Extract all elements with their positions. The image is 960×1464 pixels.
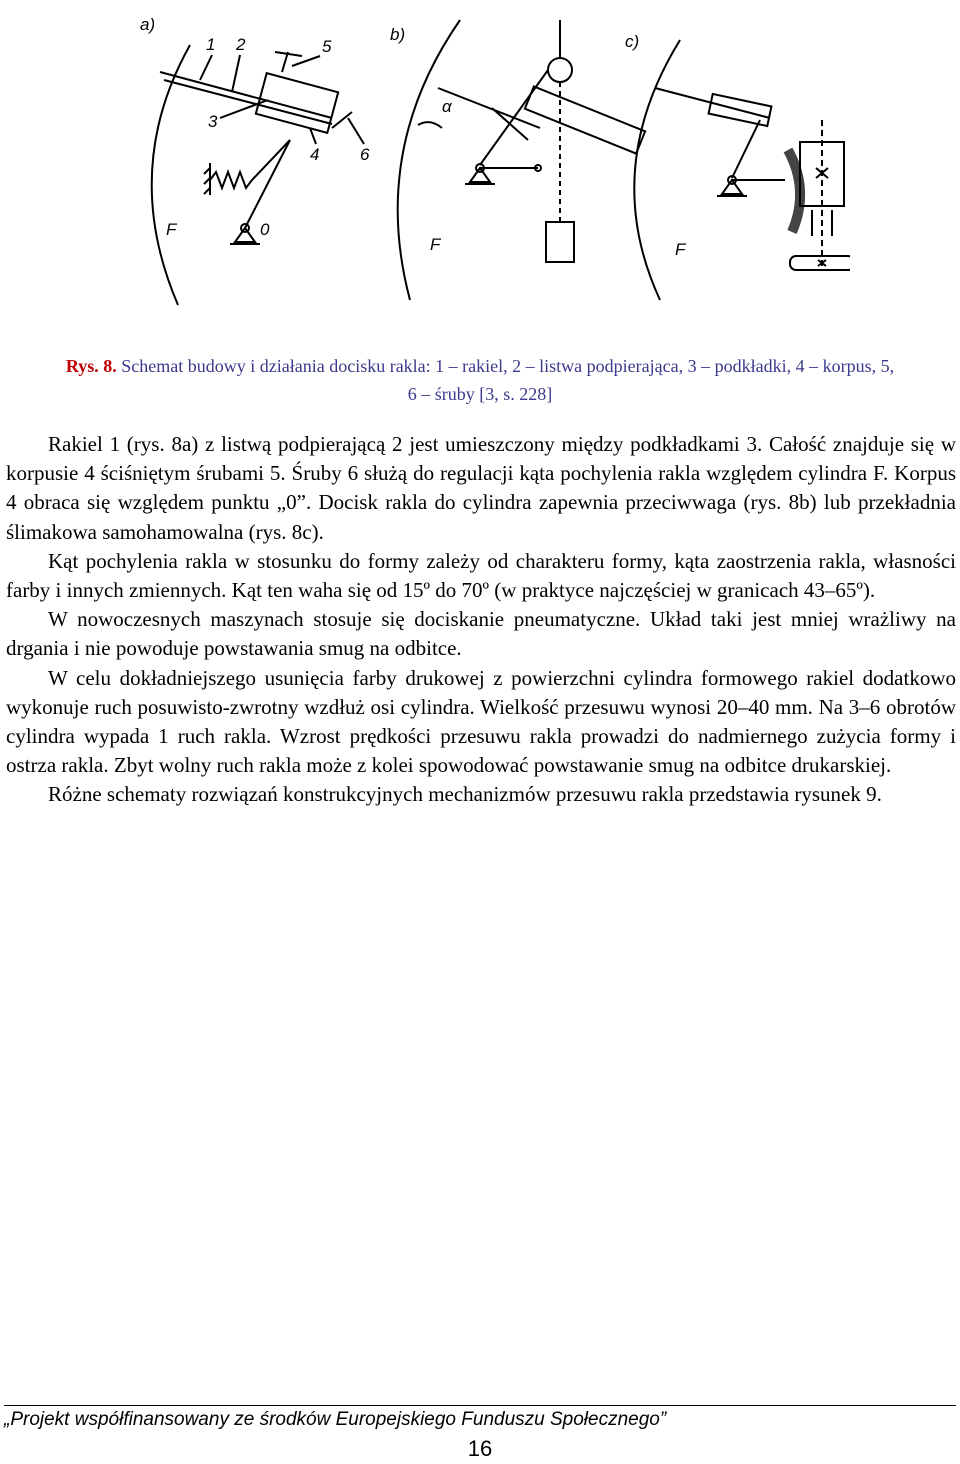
label-2: 2 <box>236 35 246 54</box>
counterweight <box>546 222 574 262</box>
support-bar-a <box>164 80 332 124</box>
body-text <box>6 430 956 810</box>
label-0: 0 <box>260 220 270 239</box>
label-F-c: F <box>675 240 686 259</box>
label-F-b: F <box>430 235 441 254</box>
lever-a <box>245 140 290 228</box>
caption-text: Schemat budowy i działania docisku rakla: 1 – rakiel, 2 – listwa podpierająca, 3 – podkładki, 4 – korpus, 5, 6 – śruby [3, s. 228] <box>121 356 895 404</box>
diagram-c <box>625 32 850 300</box>
blade-holder-b <box>525 86 645 153</box>
diagram-a <box>140 15 370 305</box>
diagram-b <box>390 20 645 300</box>
doctor-blade-a <box>160 72 332 118</box>
label-a: a) <box>140 15 156 34</box>
caption-lead: Rys. 8. <box>65 356 117 376</box>
footer-note: „Projekt współfinansowany ze środków Europejskiego Funduszu Społecznego” <box>4 1409 667 1430</box>
label-alpha: α <box>442 97 452 116</box>
housing-a <box>256 73 338 133</box>
label-6: 6 <box>360 145 370 164</box>
spring <box>210 172 252 188</box>
footer-divider <box>4 1405 956 1406</box>
label-3: 3 <box>208 112 218 131</box>
page-number: 16 <box>467 1436 493 1461</box>
label-c: c) <box>625 32 640 51</box>
paragraph: Kąt pochylenia rakla w stosunku do formy zależy od charakteru formy, kąta zaostrzenia rakla, własności farby i innych zmiennych. Kąt ten waha się od 15º do 70º (w praktyce najczęściej w granicach 43–65º). <box>6 548 956 603</box>
label-5: 5 <box>322 37 332 56</box>
cylinder-arc-a <box>152 45 190 305</box>
cylinder-arc-b <box>398 20 460 300</box>
cylinder-arc-c <box>634 40 680 300</box>
label-1: 1 <box>206 35 216 54</box>
worm-wheel <box>788 150 800 232</box>
label-b: b) <box>390 25 406 44</box>
figure-8-diagram <box>120 0 850 335</box>
handwheel <box>790 256 850 270</box>
pulley-b <box>548 58 572 82</box>
label-F-a: F <box>166 220 177 239</box>
paragraph: Rakiel 1 (rys. 8a) z listwą podpierającą 2 jest umieszczony między podkładkami 3. Całość znajduje się w korpusie 4 ściśniętym śrubami 5. Śruby 6 służą do regulacji kąta pochylenia rakla względem cylindra F. Korpus 4 obraca się względem punktu „0”. Docisk rakla do cylindra zapewnia przeciwwaga (rys. 8b) lub przekładnia ślimakowa samohamowalna (rys. 8c). <box>6 432 956 544</box>
paragraph: Różne schematy rozwiązań konstrukcyjnych mechanizmów przesuwu rakla przedstawia rysunek 9. <box>48 782 882 807</box>
figure-caption <box>60 352 900 408</box>
paragraph: W celu dokładniejszego usunięcia farby drukowej z powierzchni cylindra formowego rakiel dodatkowo wykonuje ruch posuwisto-zwrotny wzdłuż osi cylindra. Wielkość przesuwu wynosi 20–40 mm. Na 3–6 obrotów cylindra wypada 1 ruch rakla. Wzrost prędkości przesuwu rakla prowadzi do nadmiernego zużycia formy i ostrza rakla. Zbyt wolny ruch rakla może z kolei spowodować powstawanie smug na odbitce drukarskiej. <box>6 665 956 778</box>
screw-5 <box>282 52 288 72</box>
label-4: 4 <box>310 145 320 164</box>
paragraph: W nowoczesnych maszynach stosuje się dociskanie pneumatyczne. Układ taki jest mniej wrażliwy na drgania i nie powoduje powstawania smug na odbitce. <box>6 607 956 661</box>
